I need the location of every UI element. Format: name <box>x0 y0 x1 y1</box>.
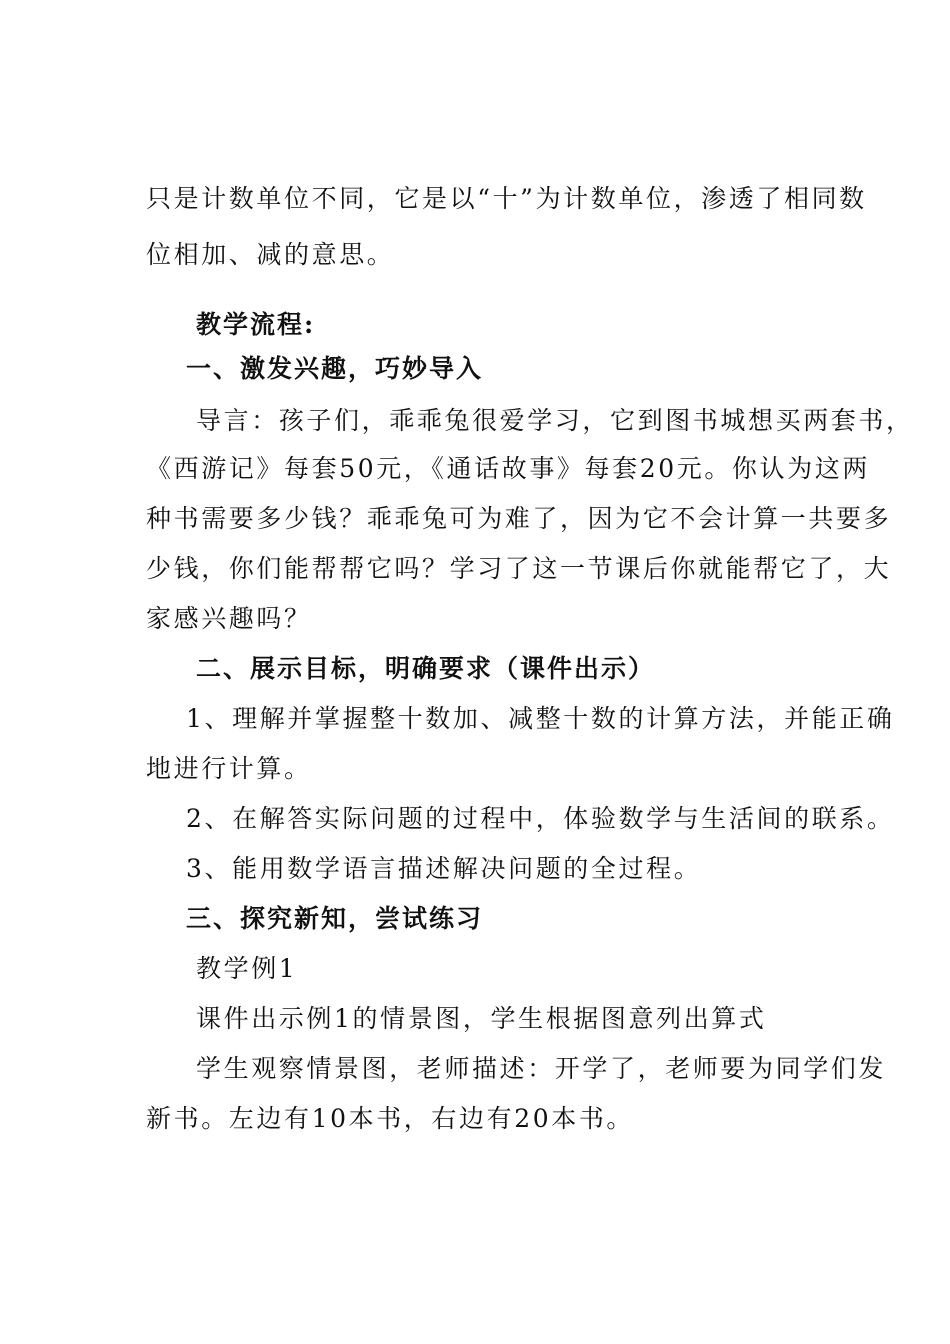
paragraph-line: 课件出示例1的情景图，学生根据图意列出算式 <box>196 1004 767 1033</box>
section-heading-3: 三、探究新知，尝试练习 <box>186 904 484 933</box>
paragraph-line: 导言：孩子们，乖乖兔很爱学习，它到图书城想买两套书， <box>196 406 914 435</box>
paragraph-line: 《西游记》每套50元，《通话故事》每套20元。你认为这两 <box>146 454 870 483</box>
paragraph-line: 学生观察情景图，老师描述：开学了，老师要为同学们发 <box>196 1054 887 1083</box>
paragraph-line: 新书。左边有10本书，右边有20本书。 <box>146 1104 635 1133</box>
paragraph-line: 只是计数单位不同，它是以“十”为计数单位，渗透了相同数 <box>146 184 867 213</box>
paragraph-line: 少钱，你们能帮帮它吗？学习了这一节课后你就能帮它了，大 <box>146 554 892 583</box>
section-heading-1: 一、激发兴趣，巧妙导入 <box>186 354 484 383</box>
paragraph-line: 地进行计算。 <box>146 754 312 783</box>
section-title: 教学流程: <box>196 310 316 339</box>
list-item: 2、在解答实际问题的过程中，体验数学与生活间的联系。 <box>186 804 895 833</box>
list-item: 1、理解并掌握整十数加、减整十数的计算方法，并能正确 <box>186 704 895 733</box>
paragraph-line: 家感兴趣吗？ <box>146 604 312 633</box>
paragraph-line: 教学例1 <box>196 954 298 983</box>
section-heading-2: 二、展示目标，明确要求（课件出示） <box>196 654 656 683</box>
paragraph-line: 位相加、减的意思。 <box>146 240 395 269</box>
paragraph-line: 种书需要多少钱？乖乖兔可为难了，因为它不会计算一共要多 <box>146 504 892 533</box>
list-item: 3、能用数学语言描述解决问题的全过程。 <box>186 854 702 883</box>
